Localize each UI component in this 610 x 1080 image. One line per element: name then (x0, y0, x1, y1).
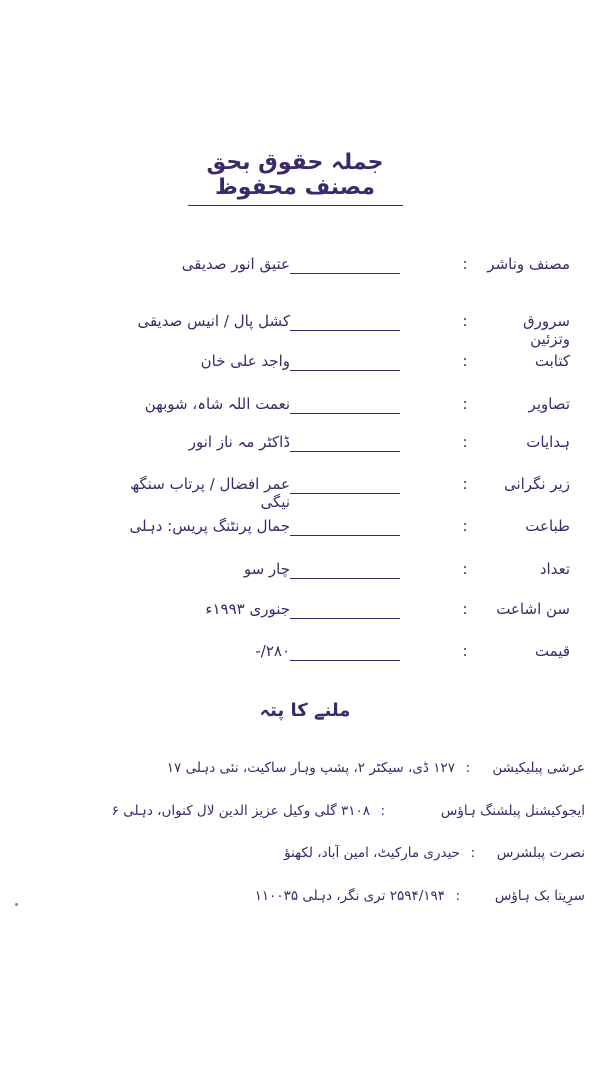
page-title: جملہ حقوق بحق مصنف محفوظ (206, 150, 384, 200)
credit-label: مصنف وناشر (487, 255, 570, 273)
credit-value: عتیق انور صدیقی (181, 255, 290, 273)
credit-row (100, 517, 570, 547)
credit-row (100, 433, 570, 463)
credit-label: طباعت (525, 517, 570, 535)
dash-line (290, 493, 400, 494)
colon: : (462, 475, 468, 493)
colon: : (462, 600, 468, 618)
credit-label: ہدایات (526, 433, 570, 451)
colon: : (462, 352, 468, 370)
dash-line (290, 618, 400, 619)
colon: : (462, 560, 468, 578)
credit-row (100, 312, 570, 348)
colon: : (462, 395, 468, 413)
publisher-name: سرِیتا بک ہاؤس (494, 888, 585, 904)
credit-label: قیمت (534, 642, 570, 660)
credit-value: چار سو (243, 560, 290, 578)
credit-label: سرورق وتزئین (523, 312, 570, 348)
credit-value: نعمت اللہ شاہ، شوبھن (144, 395, 290, 413)
colon: : (462, 433, 468, 451)
colon: : (380, 803, 385, 819)
ink-speck (15, 903, 18, 906)
dash-line (290, 273, 400, 274)
credit-label: تعداد (539, 560, 570, 578)
credit-row (100, 642, 570, 672)
dash-line (290, 451, 400, 452)
colon: : (462, 517, 468, 535)
publisher-name: عرشی پبلیکیشن (492, 760, 585, 776)
credit-row (100, 560, 570, 590)
credit-value: واجد علی خان (200, 352, 290, 370)
credit-label: زیر نگرانی (503, 475, 570, 493)
dash-line (290, 660, 400, 661)
colon: : (462, 255, 468, 273)
credit-row (100, 395, 570, 425)
dash-line (290, 370, 400, 371)
credit-value: عمر افضال / پرتاب سنگھ نیگی (129, 475, 290, 511)
credit-value: ڈاکٹر مہ ناز انور (188, 433, 290, 451)
publisher-address: حیدری مارکیٹ، امین آباد، لکھنؤ (284, 845, 460, 861)
addresses-heading: ملنے کا پتہ (259, 700, 351, 721)
publisher-address: ۲۵۹۴/۱۹۴ تری نگر، دہلی ۱۱۰۰۳۵ (254, 888, 445, 904)
credit-row (100, 600, 570, 630)
credit-value: جمال پرنٹنگ پریس: دہلی (129, 517, 290, 535)
credit-row (100, 475, 570, 511)
colon: : (470, 845, 475, 861)
credit-row (100, 255, 570, 285)
credit-row (100, 352, 570, 382)
credit-value: کشل پال / انیس صدیقی (137, 312, 290, 330)
publisher-address: ۱۲۷ ڈی، سیکٹر ۲، پشپ وہار ساکیت، نئی دہلی ۱۷ (166, 760, 455, 776)
dash-line (290, 330, 400, 331)
publisher-name: ایجوکیشنل پبلشنگ ہاؤس (440, 803, 585, 819)
title-underline (188, 205, 403, 206)
credit-label: تصاویر (528, 395, 570, 413)
credit-value: ۲۸۰/- (255, 642, 290, 660)
dash-line (290, 578, 400, 579)
colon: : (462, 312, 468, 330)
dash-line (290, 413, 400, 414)
colon: : (455, 888, 460, 904)
dash-line (290, 535, 400, 536)
credit-value: جنوری ۱۹۹۳ء (205, 600, 290, 618)
credit-label: کتابت (534, 352, 570, 370)
credit-label: سن اشاعت (496, 600, 570, 618)
colon: : (465, 760, 470, 776)
colon: : (462, 642, 468, 660)
publisher-address: ۳۱۰۸ گلی وکیل عزیز الدین لال کنواں، دہلی ۶ (111, 803, 370, 819)
publisher-name: نصرت پبلشرس (496, 845, 585, 861)
